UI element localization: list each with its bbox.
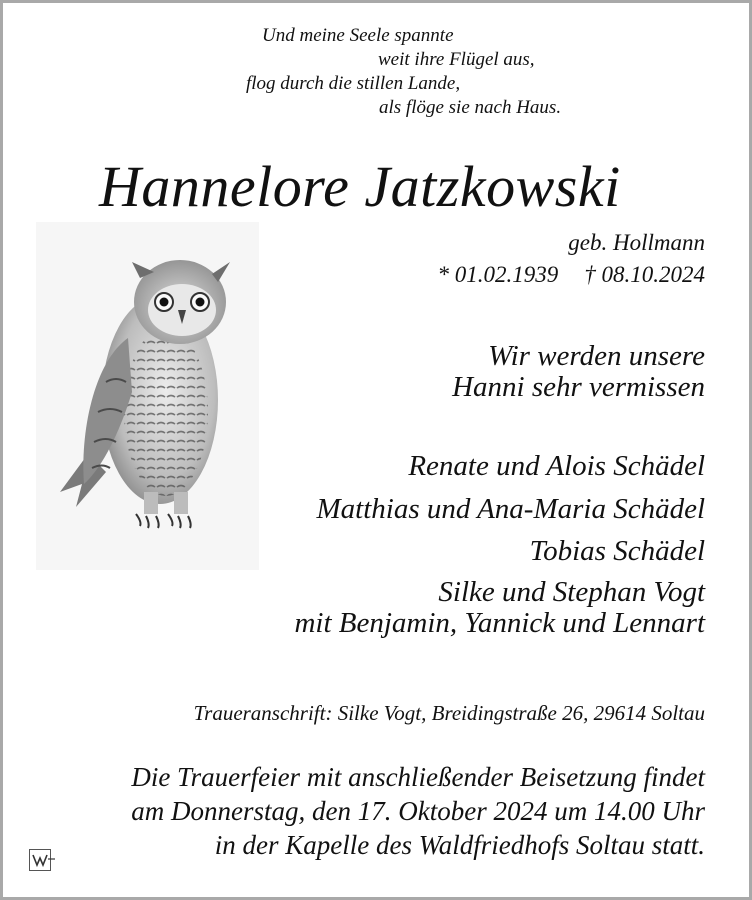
message-line: Wir werden unsere	[488, 340, 705, 372]
publisher-logo-icon	[29, 849, 55, 871]
mourner-line: mit Benjamin, Yannick und Lennart	[294, 607, 705, 639]
poem-line: weit ihre Flügel aus,	[378, 49, 535, 70]
ceremony-line: am Donnerstag, den 17. Oktober 2024 um 14.00 Uhr	[131, 796, 705, 826]
poem-line: als flöge sie nach Haus.	[379, 97, 562, 118]
ceremony-notice	[131, 760, 705, 862]
message-line: Hanni sehr vermissen	[452, 371, 705, 403]
mourner-line: Tobias Schädel	[529, 535, 705, 567]
mourning-address: Traueranschrift: Silke Vogt, Breidingstraße 26, 29614 Soltau	[193, 701, 705, 725]
mourner-line: Renate und Alois Schädel	[408, 450, 705, 482]
life-dates	[438, 261, 706, 289]
birth-date: * 01.02.1939	[437, 262, 559, 287]
mourner-line: Silke und Stephan Vogt	[438, 576, 705, 608]
death-date: † 08.10.2024	[584, 262, 705, 287]
owl-illustration-icon	[36, 222, 259, 570]
poem-line: flog durch die stillen Lande,	[246, 73, 461, 94]
deceased-name: Hannelore Jatzkowski	[99, 154, 621, 219]
poem-line: Und meine Seele spannte	[262, 25, 454, 46]
mourner-line: Matthias und Ana-Maria Schädel	[316, 493, 705, 525]
ceremony-line: in der Kapelle des Waldfriedhofs Soltau statt.	[214, 830, 705, 860]
farewell-message	[452, 341, 705, 403]
ceremony-line: Die Trauerfeier mit anschließender Beisetzung findet	[131, 762, 705, 792]
publisher-logo	[29, 849, 55, 871]
owl-photo	[36, 222, 259, 570]
birth-name: geb. Hollmann	[568, 230, 705, 255]
